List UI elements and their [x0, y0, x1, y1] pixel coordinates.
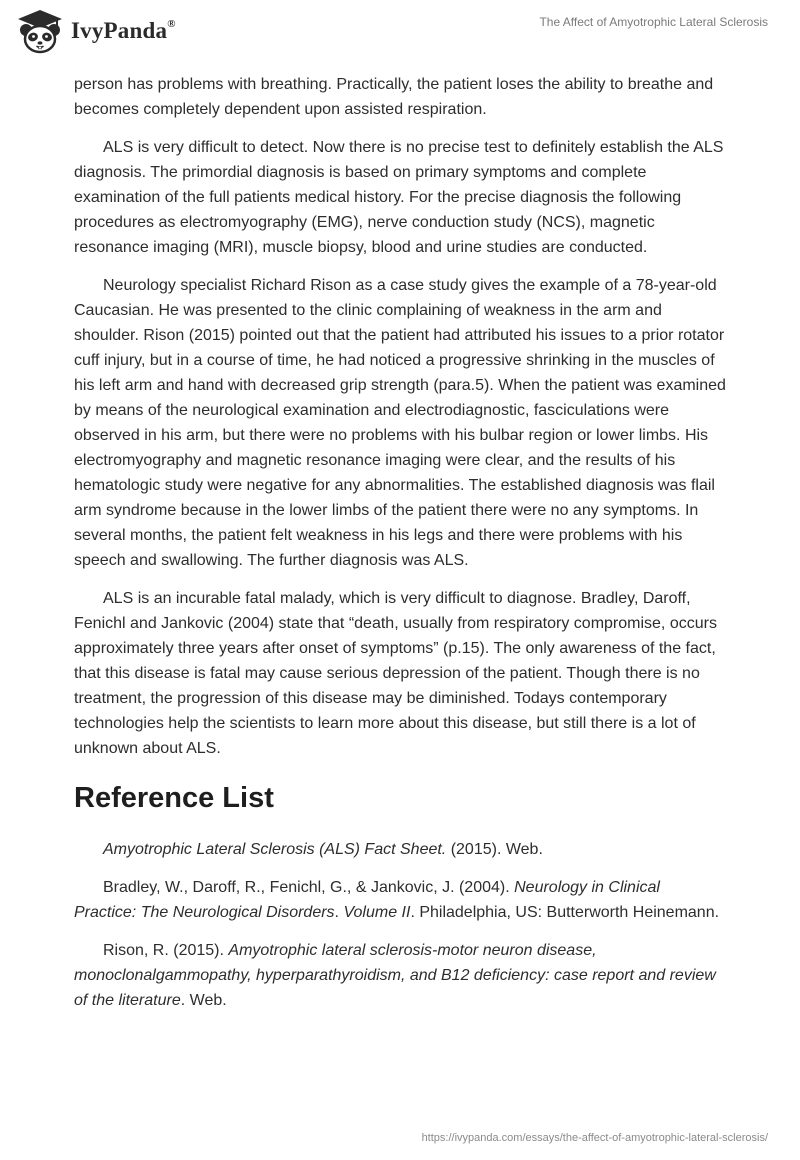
reference-2-volume: Volume II — [343, 904, 411, 921]
reference-list-heading: Reference List — [74, 782, 274, 814]
brand-name: IvyPanda® — [71, 18, 176, 43]
paragraph-1: person has problems with breathing. Practically, the patient loses the ability to breathe and becomes completely dependent upon assisted respiration. — [74, 76, 714, 118]
paragraph-2: ALS is very difficult to detect. Now there is no precise test to definitely establish the ALS diagnosis. The primordial diagnosis is based on primary symptoms and complete examination of the full patients medical history. For the precise diagnosis the following procedures as electromyography (EMG), nerve conduction study (NCS), magnetic resonance imaging (MRI), muscle biopsy, blood and urine studies are conducted. — [74, 139, 724, 256]
reference-2-authors: Bradley, W., Daroff, R., Fenichl, G., & Jankovic, J. (2004). — [103, 879, 515, 896]
reference-3-title: Amyotrophic lateral sclerosis-motor neuron disease, monoclonalgammopathy, hyperparathyroidism, and B12 deficiency: case report and review of the literature — [74, 942, 716, 1009]
reference-1-title: Amyotrophic Lateral Sclerosis (ALS) Fact Sheet. — [103, 841, 447, 858]
reference-list — [74, 837, 726, 1013]
reference-2-title: Neurology in Clinical Practice: The Neurological Disorders — [74, 879, 660, 921]
reference-3 — [74, 938, 726, 1013]
source-url[interactable]: https://ivypanda.com/essays/the-affect-of-amyotrophic-lateral-sclerosis/ — [421, 1132, 768, 1144]
reference-3-rest: . Web. — [180, 992, 227, 1009]
registered-mark: ® — [167, 18, 176, 31]
panda-graduation-cap-icon — [15, 8, 65, 54]
essay-content — [74, 72, 726, 1026]
page-header — [0, 0, 800, 66]
paragraph-3: Neurology specialist Richard Rison as a case study gives the example of a 78-year-old Caucasian. He was presented to the clinic complaining of weakness in the arm and shoulder. Rison (2015) pointed out that the patient had attributed his issues to a prior rotator cuff injury, but in a course of time, he had noticed a progressive shrinking in the muscles of his left arm and hand with decreased grip strength (para.5). When the patient was examined by means of the neurological examination and electrodiagnostic, fasciculations were observed in his arm, but there were no problems with his bulbar region or lower limbs. His electromyography and magnetic resonance imaging were clear, and the results of his hematologic study were negative for any abnormalities. The established diagnosis was flail arm syndrome because in the lower limbs of the patient there were no any symptoms. In several months, the patient felt weakness in his legs and there were problems with his speech and swallowing. The further diagnosis was ALS. — [74, 277, 726, 569]
document-title: The Affect of Amyotrophic Lateral Sclerosis — [539, 15, 768, 29]
reference-3-authors: Rison, R. (2015). — [103, 942, 229, 959]
reference-2 — [74, 875, 726, 925]
paragraph-4: ALS is an incurable fatal malady, which is very difficult to diagnose. Bradley, Daroff, Fenichl and Jankovic (2004) state that “death, usually from respiratory compromise, occurs approximately three years after onset of symptoms” (p.15). The only awareness of the fact, that this disease is fatal may cause serious depression of the patient. Though there is no treatment, the progression of this disease may be diminished. Todays contemporary technologies help the scientists to learn more about this disease, but still there is a lot of unknown about ALS. — [74, 590, 717, 757]
reference-1 — [74, 837, 726, 862]
reference-2-sep: . — [334, 904, 344, 921]
ivypanda-logo[interactable] — [15, 8, 176, 54]
reference-2-rest: . Philadelphia, US: Butterworth Heinemann. — [410, 904, 720, 921]
reference-1-rest: (2015). Web. — [446, 841, 543, 858]
